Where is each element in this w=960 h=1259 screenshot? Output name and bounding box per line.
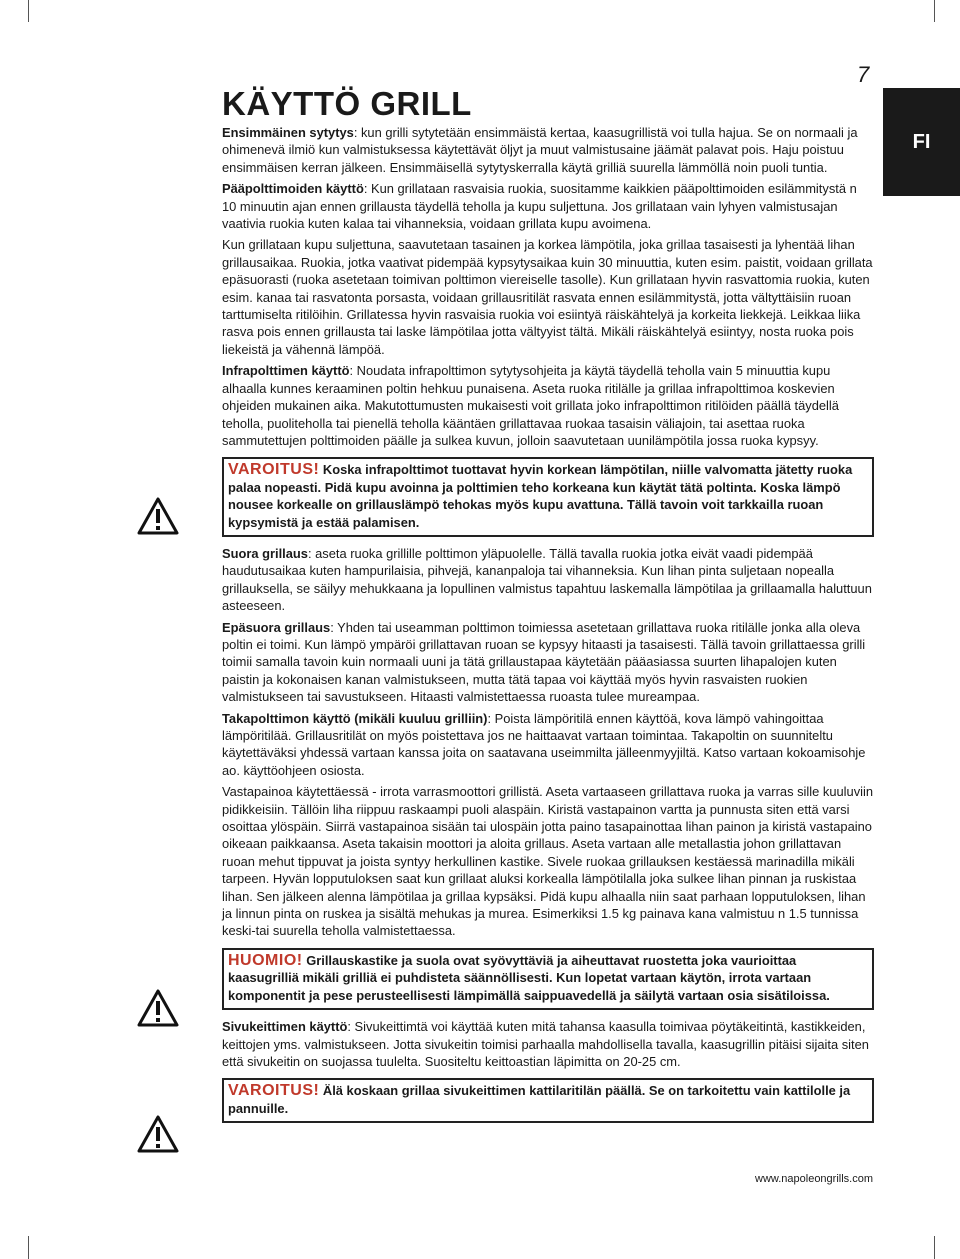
paragraph-text: : Yhden tai useamman polttimon toimiessa asetetaan grillattava ruoka ritilälle jonka alla oleva poltin ei toimi. Kun lämpö ympäröi grillattavan ruoan se kypsyy hitaasti ja tasaisesti. Tällä tavoin grillattaessa grilli toimii samalla tavoin kuin normaali uuni ja tätä grillaustapaa käytetään pääasiassa suurten lihapalojen kuten paistin ja kokonaisen kanan valmistukseen, mutta tätä tapaa voi käyttää myös hyvin rasvaisten ruokien valmistukseen tai savustukseen. Hitaasti valmistettaessa ruoasta tulee mureampaa. <box>222 619 866 705</box>
paragraph-text: : Kun grillataan rasvaisia ruokia, suositamme kaikkien pääpolttimoiden esilämmitystä n 10 minuutin ajan ennen grillausta täydellä teholla ja kupu suljettuna. Jos grillataan vain lyhyen valmistusajan vaativia ruokia kuten kalaa tai vihanneksia, voidaan grillata kupu avoimena. <box>222 181 857 232</box>
caution-text: Grillauskastike ja suola ovat syövyttäviä ja aiheuttavat ruostetta joka vaurioittaa kaasugrilliä mikäli grilliä ei puhdisteta säännöllisesti. Kun lopetat vartaan käytön, irrota vartaan komponentit ja pese perusteellisesti lämpimällä saippuavedellä ja säilytä vartaan osia sisätiloissa. <box>228 952 830 1003</box>
page-number: 7 <box>857 62 870 87</box>
paragraph-direct-grilling <box>222 545 874 615</box>
warning-keyword: VAROITUS! <box>228 1082 320 1100</box>
crop-mark <box>28 1236 29 1259</box>
crop-mark <box>28 0 29 22</box>
paragraph-text: : aseta ruoka grillille polttimon yläpuolelle. Tällä tavalla ruokia jotka eivät vaadi pidempää haudutusaikaa kuten hampurilaisia, pihvejä, kananpaloja tai vihanneksia. Kun lihan pinta suljetaan nopealla grillauksella, se säilyy mehukkaana ja lopullinen valmistus tapahtuu laskemalla lämpötilaa ja grillaamalla haluttuun asteeseen. <box>222 545 872 614</box>
language-tab: FI <box>883 88 960 196</box>
paragraph-indirect-grilling <box>222 619 874 706</box>
page-title: KÄYTTÖ GRILL <box>222 85 472 122</box>
caution-box-rotisserie <box>222 948 874 1010</box>
paragraph-text: Vastapainoa käytettäessä - irrota varrasmoottori grillistä. Aseta vartaaseen grillattava ruoka ja varras sille kuuluviin pidikkeisiin. Tällöin liha riippuu raskaampi puoli alaspäin. Kiristä vastapainon vartta ja punnusta siten että varsi osoittaa ylöspäin. Siirrä vastapainoa sisään tai ulospäin jotta paino tasapainottaa lihan painon ja kiristä vastapaino oikeaan paikkaansa. Aseta takaisin moottori ja aloita grillaus. Aseta vartaan alle metallastia johon grillattavan ruoan mehut tippuvat ja joista syntyy herkullinen kastike. Sivele ruokaa grillauksen kestäessä marinadilla mikäli tarpeen. Hyvän lopputuloksen saat kun grillaat aluksi korkealla lämpötilalla joka sulkee lihan pinnan ja ruskistaa lihan. Sen jälkeen alenna lämpötilaa ja grillaa kypsäksi. Pidä kupu alhaalla niin saat parhaan lopputuloksen, lihan ja linnun pinta on ruskea ja sisältä mehukas ja murea. Esimerkiksi 1.5 kg painava kana valmistuu n 1.5 tunnissa keski-tai suurella teholla valmistettaessa. <box>222 784 874 939</box>
warning-triangle-icon <box>136 988 180 1028</box>
warning-box-side-burner <box>222 1078 874 1123</box>
lead-term: Sivukeittimen käyttö <box>222 1019 348 1035</box>
warning-triangle-icon <box>136 1114 180 1154</box>
lead-term: Pääpolttimoiden käyttö <box>222 181 364 197</box>
paragraph-counterweight <box>222 783 874 940</box>
footer-url: www.napoleongrills.com <box>755 1173 873 1185</box>
lead-term: Takapolttimon käyttö (mikäli kuuluu grilliin) <box>222 710 488 726</box>
warning-keyword: VAROITUS! <box>228 461 320 479</box>
paragraph-text: : Sivukeittimtä voi käyttää kuten mitä tahansa kaasulla toimivaa pöytäkeitintä, kastikkeiden, keittojen yms. valmistukseen. Jotta sivukeitin toimisi parhaalla mahdollisella tavalla, kaasugrillin pitäisi sijaita siten että sivukeitin on suojassa tuulelta. Suositeltu keittoastian läpimitta on 20-25 cm. <box>222 1019 869 1069</box>
paragraph-main-burners <box>222 180 874 232</box>
main-content <box>222 84 874 1131</box>
lead-term: Ensimmäinen sytytys <box>222 125 354 140</box>
paragraph-text: : Noudata infrapolttimon sytytysohjeita ja käytä täydellä teholla vain 5 minuuttia kupu alhaalla kunnes keraaminen poltin hehkuu punaisena. Aseta ruoka ritilälle ja grillaa infrapolttimoa koskevien ohjeiden mukainen aika. Makutottumusten mukaisesti voit grillata joko infrapolttimon ritilöiden päällä täydellä teholla, puoliteholla tai pienellä teholla kääntäen grillattavaa ruokaa tasaisin väliajoin, tai asettaa ruoka sammutettujen polttimoiden päälle ja sulkea kuvun, jolloin saavutetaan uunilämpötila jossa ruoka kypsyy. <box>222 363 839 448</box>
paragraph-first-ignition <box>222 124 874 176</box>
paragraph-text: : Poista lämpöritilä ennen käyttöä, kova lämpö vahingoittaa lämpöritilää. Grillausritilät on myös poistettava jos ne haittaavat vartaan toimintaa. Takapoltin on suunniteltu käytettäväksi yhdessä vartaan kanssa joita on saatavana useimmilta jälleenmyyjiltä. Katso vartaan kokoamisohje ao. käyttöohjeen osiosta. <box>222 710 866 778</box>
paragraph-infrared <box>222 362 874 449</box>
lead-term: Epäsuora grillaus <box>222 619 331 635</box>
lead-term: Suora grillaus <box>222 545 308 561</box>
paragraph-rear-burner <box>222 710 874 780</box>
warning-triangle-icon <box>136 496 180 536</box>
warning-text: Älä koskaan grillaa sivukeittimen kattilaritilän päällä. Se on tarkoitettu vain kattilolle ja pannuille. <box>228 1083 851 1116</box>
crop-mark <box>934 1236 935 1259</box>
caution-keyword: HUOMIO! <box>228 951 303 969</box>
paragraph-side-burner <box>222 1018 874 1070</box>
crop-mark <box>934 0 935 22</box>
warning-text: Koska infrapolttimot tuottavat hyvin korkean lämpötilan, niille valvomatta jätetty ruoka palaa nopeasti. Pidä kupu avoinna ja polttimien teho korkeana kun käytät tätä poltinta. Koska lämpö nousee korkealle on grillauslämpö tehokas myös kupu avattuna. Tällä tavoin voit tarkkailla ruoan kypsymistä ja estää palamisen. <box>228 462 853 530</box>
lead-term: Infrapolttimen käyttö <box>222 363 350 379</box>
paragraph-text: Kun grillataan kupu suljettuna, saavutetaan tasainen ja korkea lämpötila, joka grillaa tasaisesti ja lyhentää lihan grillausaikaa. Ruokia, jotka vaativat pidempää kypsytysaikaa kuin 30 minuuttia, kuten esim. paistit, voidaan grillata epäsuorasti (ruoka asetetaan toimivan polttimon viereiselle tasolle). Kun grillataan hyvin rasvattomia ruokia, kuten esim. kanaa tai rasvatonta porsasta, voidaan grillausritilät rasvata ennen esilämmitystä, jotta vältyttäisiin ruoan tarttumiselta ritilöihin. Grillatessa hyvin rasvaisia ruokia voi esiintyä räiskähtelyä ja korkeita liekkejä. Leikkaa liika rasva pois ennen grillausta tai laske lämpötilaa jotta vältyyist tältä. Mikäli räiskähtelyä esiintyy, nosta ruoka pois liekeistä ja vähennä lämpöä. <box>222 237 873 357</box>
warning-box-infrared <box>222 457 874 537</box>
paragraph-text: : kun grilli sytytetään ensimmäistä kertaa, kaasugrillistä voi tulla hajua. Se on normaali ja ohimenevä ilmiö kun valmistuksessa käytettävät öljyt ja muut valmistusaine jäämät palavat pois. Haju poistuu ensimmäisen kerran jälkeen. Ensimmäisellä sytytyskerralla käytä grilliä suurella lämmöllä noin puoli tuntia. <box>222 125 858 175</box>
paragraph-closed-lid <box>222 236 874 358</box>
